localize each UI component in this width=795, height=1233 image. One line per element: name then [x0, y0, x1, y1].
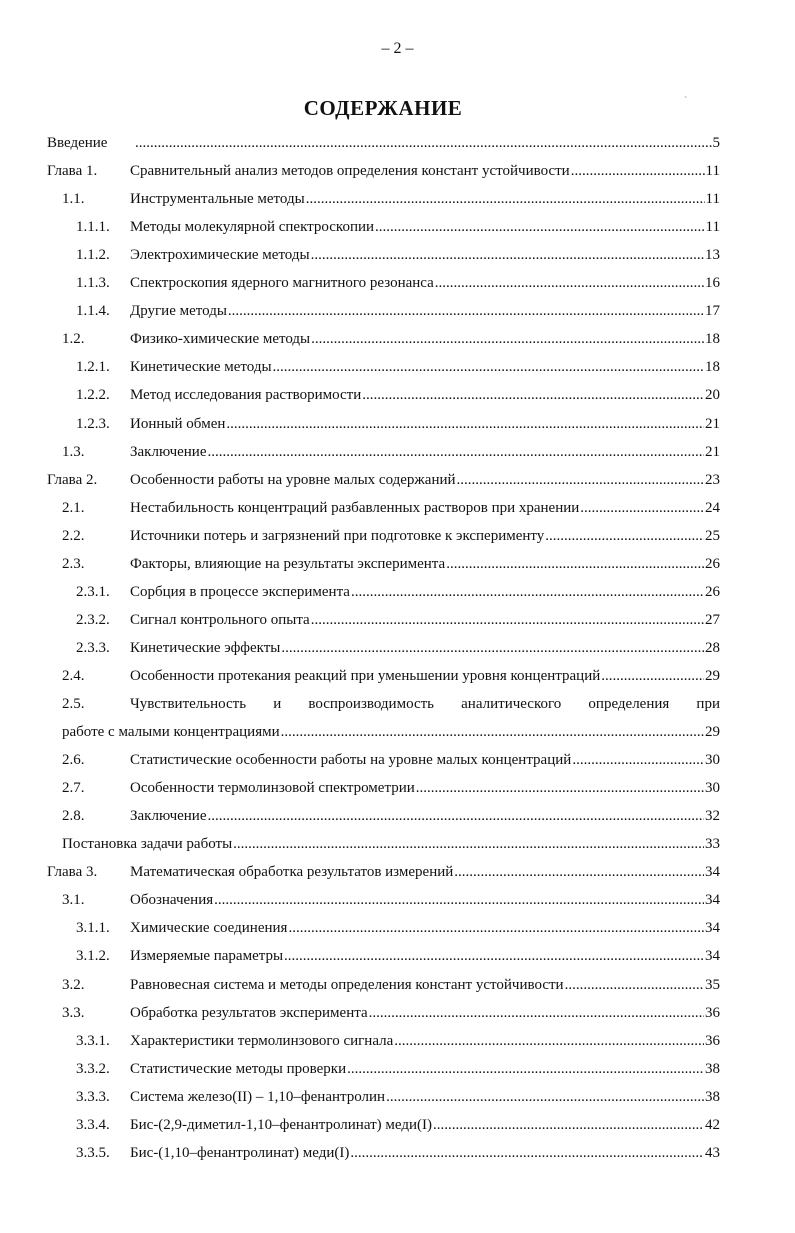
- toc-entry-label: Обработка результатов эксперимента: [130, 1004, 368, 1021]
- dot-leader: [350, 1141, 704, 1165]
- toc-entry-link[interactable]: [130, 468, 720, 492]
- toc-entry-label: Измеряемые параметры: [130, 948, 284, 965]
- toc-entry-number: 1.2.: [62, 331, 85, 348]
- toc-entry-page: 35: [705, 976, 720, 993]
- toc-entry-number: Введение: [47, 135, 108, 151]
- dot-leader: [208, 440, 705, 464]
- toc-entry-label: работе с малыми концентрациями: [62, 724, 280, 741]
- toc-entry[interactable]: [0, 916, 795, 944]
- toc-entry-continuation[interactable]: [0, 720, 795, 748]
- toc-entry-link[interactable]: [62, 720, 720, 744]
- toc-entry-number: Глава 3.: [47, 864, 98, 881]
- toc-entry-label: Сигнал контрольного опыта: [130, 611, 310, 628]
- dot-leader: [362, 383, 704, 407]
- toc-entry[interactable]: [0, 1001, 795, 1029]
- toc-entry-link[interactable]: [134, 131, 720, 155]
- dot-leader: [226, 412, 704, 436]
- toc-entry[interactable]: [0, 383, 795, 411]
- toc-entry-page: 17: [705, 303, 720, 320]
- toc-entry-link[interactable]: [130, 1029, 720, 1053]
- toc-entry-page: 36: [705, 1004, 720, 1021]
- toc-entry[interactable]: [0, 299, 795, 327]
- toc-entry-link[interactable]: [130, 271, 720, 295]
- toc-entry-link[interactable]: [130, 383, 720, 407]
- toc-entry-page: 30: [705, 780, 720, 797]
- toc-entry-number: 2.3.1.: [76, 583, 110, 600]
- toc-entry-link[interactable]: [130, 215, 720, 239]
- toc-entry-link[interactable]: [130, 243, 720, 267]
- toc-entry[interactable]: [0, 636, 795, 664]
- toc-entry-number: 3.1.1.: [76, 920, 110, 937]
- toc-entry-label: Особенности термолинзовой спектрометрии: [130, 780, 415, 797]
- toc-entry-label: Обозначения: [130, 892, 214, 909]
- toc-entry-link[interactable]: [130, 1085, 720, 1109]
- toc-entry[interactable]: [0, 580, 795, 608]
- dot-leader: [306, 187, 705, 211]
- toc-entry-number: 2.2.: [62, 527, 85, 544]
- dot-leader: [228, 299, 704, 323]
- dot-leader: [311, 327, 704, 351]
- toc-entry-page: 11: [705, 163, 720, 180]
- toc-entry[interactable]: [0, 496, 795, 524]
- toc-entry-page: 5: [712, 135, 720, 151]
- toc-entry-link[interactable]: [130, 1057, 720, 1081]
- toc-entry-label: Система железо(II) – 1,10–фенантролин: [130, 1088, 386, 1105]
- toc-entry-page: 32: [705, 808, 720, 825]
- page-number: – 2 –: [381, 40, 414, 57]
- toc-entry-label: Постановка задачи работы: [62, 836, 233, 853]
- dot-leader: [288, 916, 704, 940]
- toc-entry[interactable]: [0, 888, 795, 916]
- toc-entry-label: Особенности работы на уровне малых содержаний: [130, 471, 456, 488]
- toc-entry-page: 26: [705, 583, 720, 600]
- toc-entry-link[interactable]: [130, 608, 720, 632]
- toc-entry-page: 20: [705, 387, 720, 404]
- toc-entry-page: 23: [705, 471, 720, 488]
- toc-entry-number: 2.7.: [62, 780, 85, 797]
- dot-leader: [394, 1029, 704, 1053]
- toc-entry-number: 2.3.3.: [76, 639, 110, 656]
- toc-entry-number: 1.1.3.: [76, 275, 110, 292]
- toc-entry-page: 34: [705, 920, 720, 937]
- toc-entry-number: 2.5.: [62, 696, 85, 712]
- toc-entry-label: Инструментальные методы: [130, 191, 305, 208]
- toc-entry-page: 18: [705, 331, 720, 348]
- toc-entry[interactable]: [0, 524, 795, 552]
- toc-entry-link[interactable]: [130, 1001, 720, 1025]
- toc-entry-number: 3.1.: [62, 892, 85, 909]
- toc-entry-page: 27: [705, 611, 720, 628]
- toc-entry-label: Метод исследования растворимости: [130, 387, 362, 404]
- toc-entry-label: Химические соединения: [130, 920, 288, 937]
- toc-entry-label: Математическая обработка результатов измерений: [130, 864, 454, 881]
- toc-entry-number: 1.1.: [62, 191, 85, 208]
- toc-entry-label: Сорбция в процессе эксперимента: [130, 583, 350, 600]
- toc-entry-label: Нестабильность концентраций разбавленных растворов при хранении: [130, 499, 580, 516]
- toc-entry-number: 2.6.: [62, 752, 85, 769]
- toc-entry-number: 3.1.2.: [76, 948, 110, 965]
- toc-entry-number: 3.3.: [62, 1004, 85, 1021]
- toc-entry-page: 28: [705, 639, 720, 656]
- dot-leader: [601, 664, 704, 688]
- toc-entry-link[interactable]: [130, 580, 720, 604]
- toc-entry[interactable]: [0, 440, 795, 468]
- toc-entry-number: 2.1.: [62, 499, 85, 516]
- toc-entry-number: 1.1.4.: [76, 303, 110, 320]
- toc-entry-link[interactable]: [130, 524, 720, 548]
- dot-leader: [580, 496, 704, 520]
- toc-entry[interactable]: [0, 131, 795, 159]
- toc-entry-link[interactable]: [130, 1141, 720, 1165]
- toc-entry-link[interactable]: [130, 552, 720, 576]
- toc-entry-link[interactable]: [130, 916, 720, 940]
- toc-entry-label: Характеристики термолинзового сигнала: [130, 1032, 394, 1049]
- dot-leader: [311, 608, 704, 632]
- dot-leader: [351, 580, 704, 604]
- toc-entry-link[interactable]: [130, 496, 720, 520]
- toc-entry-number: 1.3.: [62, 443, 85, 460]
- toc-entry[interactable]: [0, 776, 795, 804]
- toc-entry-number: 1.2.3.: [76, 415, 110, 432]
- toc-entry[interactable]: [0, 1085, 795, 1113]
- toc-entry-label: Равновесная система и методы определения констант устойчивости: [130, 976, 564, 993]
- dot-leader: [208, 804, 705, 828]
- toc-entry-number: 1.1.2.: [76, 247, 110, 264]
- toc-entry-page: 34: [705, 892, 720, 909]
- dot-leader: [233, 832, 704, 856]
- dot-leader: [545, 524, 704, 548]
- toc-entry-label: Ионный обмен: [130, 415, 226, 432]
- toc-entry[interactable]: [0, 860, 795, 888]
- toc-entry[interactable]: [0, 944, 795, 972]
- toc-entry-page: 21: [705, 443, 720, 460]
- toc-entry-link[interactable]: [130, 327, 720, 351]
- toc-entry-label: Сравнительный анализ методов определения констант устойчивости: [130, 163, 570, 180]
- scan-artifact: ˋ: [684, 96, 688, 107]
- toc-entry-link[interactable]: [130, 973, 720, 997]
- toc-entry-number: 2.4.: [62, 667, 85, 684]
- toc-entry-link[interactable]: [130, 776, 720, 800]
- toc-entry-label: Заключение: [130, 808, 207, 825]
- toc-entry[interactable]: [0, 832, 795, 860]
- toc-entry-page: 38: [705, 1060, 720, 1077]
- toc-entry-page: 29: [705, 724, 720, 741]
- toc-entry-label: Другие методы: [130, 303, 227, 320]
- dot-leader: [416, 776, 704, 800]
- dot-leader: [347, 1057, 704, 1081]
- toc-entry-page: 42: [705, 1116, 720, 1133]
- toc-entry-label: Методы молекулярной спектроскопии: [130, 219, 375, 236]
- dot-leader: [273, 355, 704, 379]
- dot-leader: [433, 1113, 704, 1137]
- toc-entry-number: 3.3.3.: [76, 1088, 110, 1105]
- toc-entry-link[interactable]: [130, 355, 720, 379]
- toc-entry-link[interactable]: [130, 804, 720, 828]
- toc-entry-page: 34: [705, 948, 720, 965]
- dot-leader: [281, 636, 704, 660]
- toc-entry-link[interactable]: [130, 440, 720, 464]
- dot-leader: [281, 720, 704, 744]
- dot-leader: [214, 888, 704, 912]
- toc-entry-page: 29: [705, 667, 720, 684]
- toc-entry-number: 3.3.4.: [76, 1116, 110, 1133]
- toc-entry-link[interactable]: [130, 888, 720, 912]
- toc-entry-label: Источники потерь и загрязнений при подготовке к эксперименту: [130, 527, 545, 544]
- toc-entry-link[interactable]: [130, 748, 720, 772]
- toc-entry-number: 1.2.2.: [76, 387, 110, 404]
- toc-entry-link[interactable]: [130, 944, 720, 968]
- toc-entry-page: 43: [705, 1144, 720, 1161]
- toc-entry[interactable]: [0, 664, 795, 692]
- toc-entry-page: 11: [705, 219, 720, 236]
- toc-entry-link[interactable]: [130, 159, 720, 183]
- toc-entry-number: Глава 1.: [47, 163, 98, 180]
- toc-entry-label: Бис-(2,9-диметил-1,10–фенантролинат) меди(I): [130, 1116, 432, 1133]
- dot-leader: [454, 860, 704, 884]
- toc-entry-link[interactable]: [130, 299, 720, 323]
- toc-entry[interactable]: [0, 327, 795, 355]
- toc-entry-label: Статистические особенности работы на уровне малых концентраций: [130, 752, 572, 769]
- toc-entry-link[interactable]: [130, 860, 720, 884]
- toc-entry[interactable]: [0, 1057, 795, 1085]
- toc-entry[interactable]: [0, 159, 795, 187]
- toc-entry[interactable]: [0, 552, 795, 580]
- toc-entry-number: 2.3.: [62, 555, 85, 572]
- toc-entry-label: Чувствительность и воспроизводимость аналитического определения при: [130, 696, 720, 712]
- toc-entry-number: 3.2.: [62, 976, 85, 993]
- toc-entry-link[interactable]: [130, 664, 720, 688]
- toc-entry[interactable]: [0, 1113, 795, 1141]
- toc-entry-link[interactable]: [130, 187, 720, 211]
- toc-entry-page: 21: [705, 415, 720, 432]
- toc-entry[interactable]: [0, 1141, 795, 1169]
- toc-entry[interactable]: [0, 271, 795, 299]
- page-title: СОДЕРЖАНИЕ: [303, 96, 463, 120]
- toc-entry-page: 16: [705, 275, 720, 292]
- toc-entry-label: Кинетические эффекты: [130, 639, 281, 656]
- toc-entry-link[interactable]: [130, 1113, 720, 1137]
- toc-entry[interactable]: [0, 804, 795, 832]
- toc-entry[interactable]: [0, 608, 795, 636]
- toc-entry-label: Статистические методы проверки: [130, 1060, 347, 1077]
- toc-entry[interactable]: [0, 187, 795, 215]
- toc-entry-link[interactable]: [130, 412, 720, 436]
- toc-entry-label: Физико-химические методы: [130, 331, 311, 348]
- toc-entry[interactable]: [0, 748, 795, 776]
- toc-entry-page: 38: [705, 1088, 720, 1105]
- toc-entry-number: 1.1.1.: [76, 219, 110, 236]
- toc-entry-number: 3.3.2.: [76, 1060, 110, 1077]
- toc-entry-number: 3.3.1.: [76, 1032, 110, 1049]
- toc-entry-number: 3.3.5.: [76, 1144, 110, 1161]
- toc-entry-label: Особенности протекания реакций при уменьшении уровня концентраций: [130, 667, 601, 684]
- toc-entry[interactable]: [0, 1029, 795, 1057]
- toc-entry-page: 33: [705, 836, 720, 853]
- dot-leader: [435, 271, 704, 295]
- toc-entry-page: 26: [705, 555, 720, 572]
- toc-entry-number: 2.3.2.: [76, 611, 110, 628]
- dot-leader: [572, 748, 704, 772]
- dot-leader: [571, 159, 705, 183]
- dot-leader: [311, 243, 704, 267]
- dot-leader: [369, 1001, 704, 1025]
- toc-entry-label: Факторы, влияющие на результаты эксперимента: [130, 555, 446, 572]
- dot-leader: [565, 973, 704, 997]
- toc-entry[interactable]: [0, 692, 795, 720]
- toc-entry-page: 36: [705, 1032, 720, 1049]
- dot-leader: [457, 468, 704, 492]
- toc-entry-label: Электрохимические методы: [130, 247, 310, 264]
- toc-entry-number: 1.2.1.: [76, 359, 110, 376]
- toc-entry-link[interactable]: [130, 636, 720, 660]
- toc-entry-number: 2.8.: [62, 808, 85, 825]
- toc-entry-page: 34: [705, 864, 720, 881]
- dot-leader: [446, 552, 704, 576]
- toc-entry-link[interactable]: [62, 832, 720, 856]
- dot-leader: [284, 944, 704, 968]
- toc-entry[interactable]: [0, 412, 795, 440]
- dot-leader: [135, 131, 712, 155]
- toc-entry-page: 13: [705, 247, 720, 264]
- toc-entry[interactable]: [0, 468, 795, 496]
- toc-entry-label: Кинетические методы: [130, 359, 272, 376]
- toc-entry-label: Спектроскопия ядерного магнитного резонанса: [130, 275, 434, 292]
- toc-entry-page: 25: [705, 527, 720, 544]
- toc-entry[interactable]: [0, 243, 795, 271]
- toc-entry-page: 11: [705, 191, 720, 208]
- toc-entry-page: 30: [705, 752, 720, 769]
- toc-entry-number: Глава 2.: [47, 471, 98, 488]
- toc-entry-page: 18: [705, 359, 720, 376]
- dot-leader: [375, 215, 705, 239]
- toc-entry[interactable]: [0, 973, 795, 1001]
- toc-entry[interactable]: [0, 355, 795, 383]
- toc-entry-label: Заключение: [130, 443, 207, 460]
- toc-entry-page: 24: [705, 499, 720, 516]
- toc-entry[interactable]: [0, 215, 795, 243]
- toc-entry-label: Бис-(1,10–фенантролинат) меди(I): [130, 1144, 350, 1161]
- dot-leader: [386, 1085, 704, 1109]
